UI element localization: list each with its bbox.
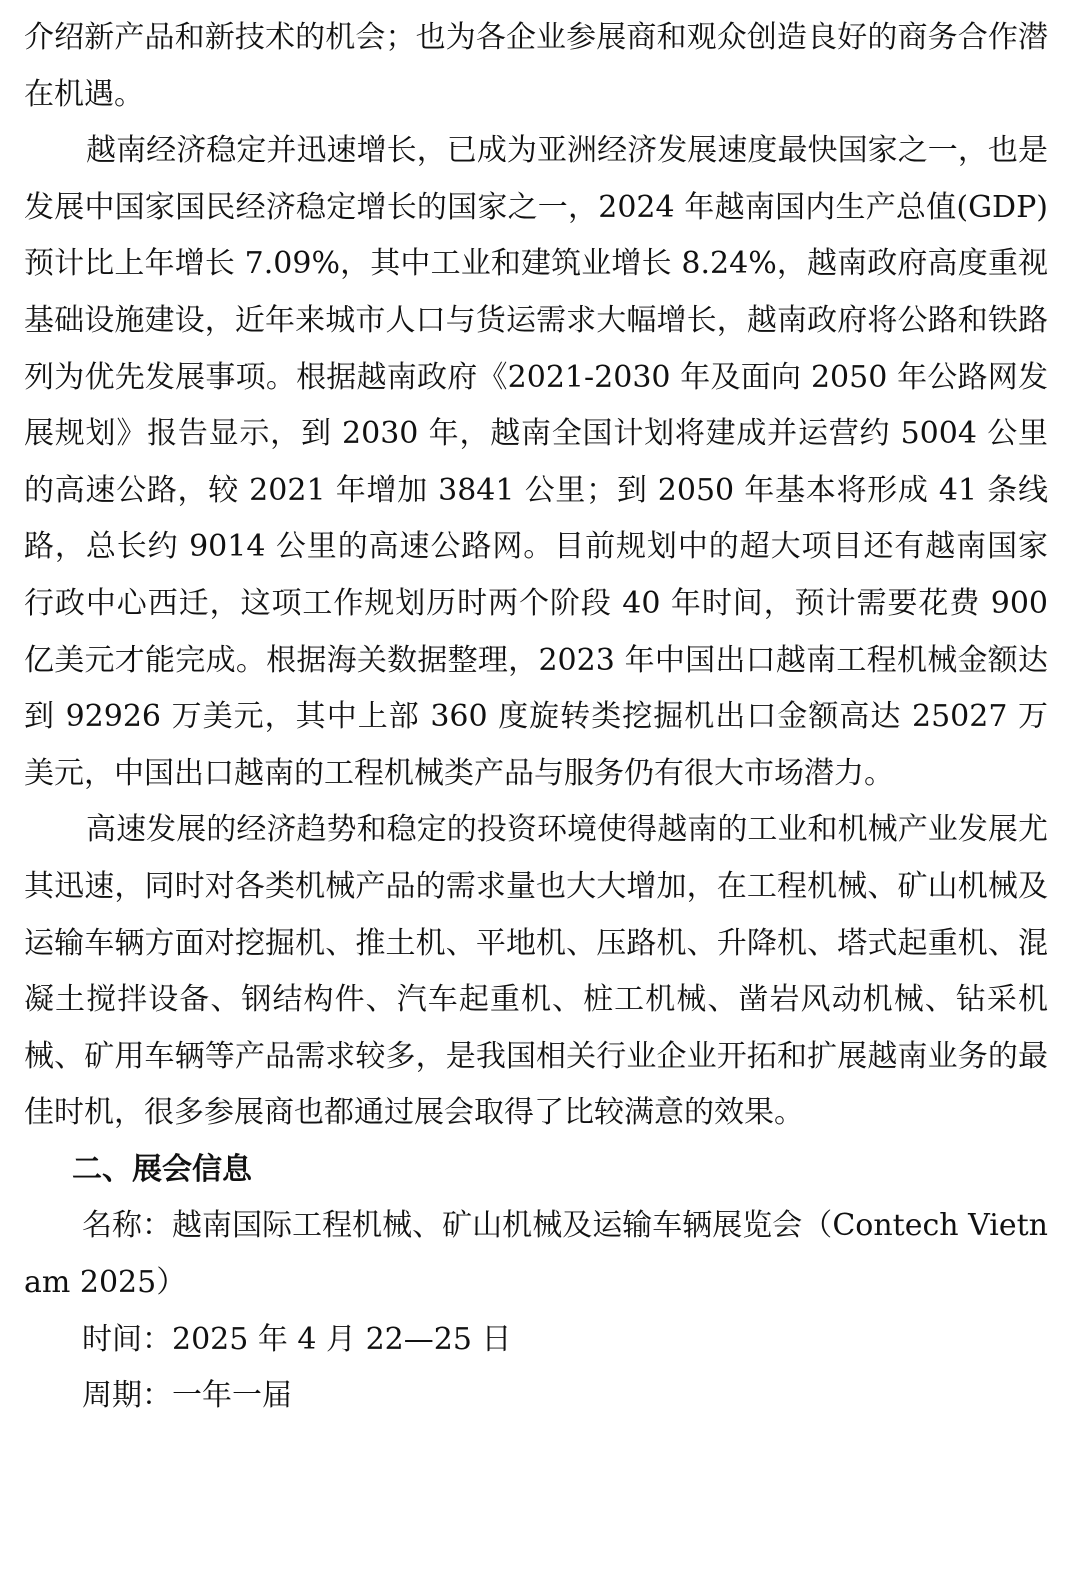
paragraph-intro-continuation: 介绍新产品和新技术的机会；也为各企业参展商和观众创造良好的商务合作潜在机遇。	[24, 20, 1048, 112]
exhibition-name-line: 名称：越南国际工程机械、矿山机械及运输车辆展览会（Contech Vietnam 2025）	[24, 1208, 1048, 1301]
paragraph-vietnam-economy: 越南经济稳定并迅速增长，已成为亚洲经济发展速度最快国家之一，也是发展中国家国民经济稳定增长的国家之一，2024 年越南国内生产总值(GDP)预计比上年增长 7.09%，其中工业和建筑业增长 8.24%，越南政府高度重视基础设施建设，近年来城市人口与货运需求大幅增长，越南政府将公路和铁路列为优先发展事项。根据越南政府《2021-2030 年及面向 2050 年公路网发展规划》报告显示，到 2030 年，越南全国计划将建成并运营约 5004 公里的高速公路，较 2021 年增加 3841 公里；到 2050 年基本将形成 41 条线路，总长约 9014 公里的高速公路网。目前规划中的超大项目还有越南国家行政中心西迁，这项工作规划历时两个阶段 40 年时间，预计需要花费 900 亿美元才能完成。根据海关数据整理，2023 年中国出口越南工程机械金额达到 92926 万美元，其中上部 360 度旋转类挖掘机出口金额高达 25027 万美元，中国出口越南的工程机械类产品与服务仍有很大市场潜力。	[24, 133, 1048, 791]
exhibition-cycle-line: 周期：一年一届	[82, 1378, 292, 1414]
section-heading-exhibition-info: 二、展会信息	[72, 1151, 252, 1187]
paragraph-machinery-demand: 高速发展的经济趋势和稳定的投资环境使得越南的工业和机械产业发展尤其迅速，同时对各类机械产品的需求量也大大增加，在工程机械、矿山机械及运输车辆方面对挖掘机、推土机、平地机、压路机、升降机、塔式起重机、混凝土搅拌设备、钢结构件、汽车起重机、桩工机械、凿岩风动机械、钻采机械、矿用车辆等产品需求较多，是我国相关行业企业开拓和扩展越南业务的最佳时机，很多参展商也都通过展会取得了比较满意的效果。	[24, 812, 1048, 1131]
exhibition-time-line: 时间：2025 年 4 月 22—25 日	[82, 1321, 512, 1357]
